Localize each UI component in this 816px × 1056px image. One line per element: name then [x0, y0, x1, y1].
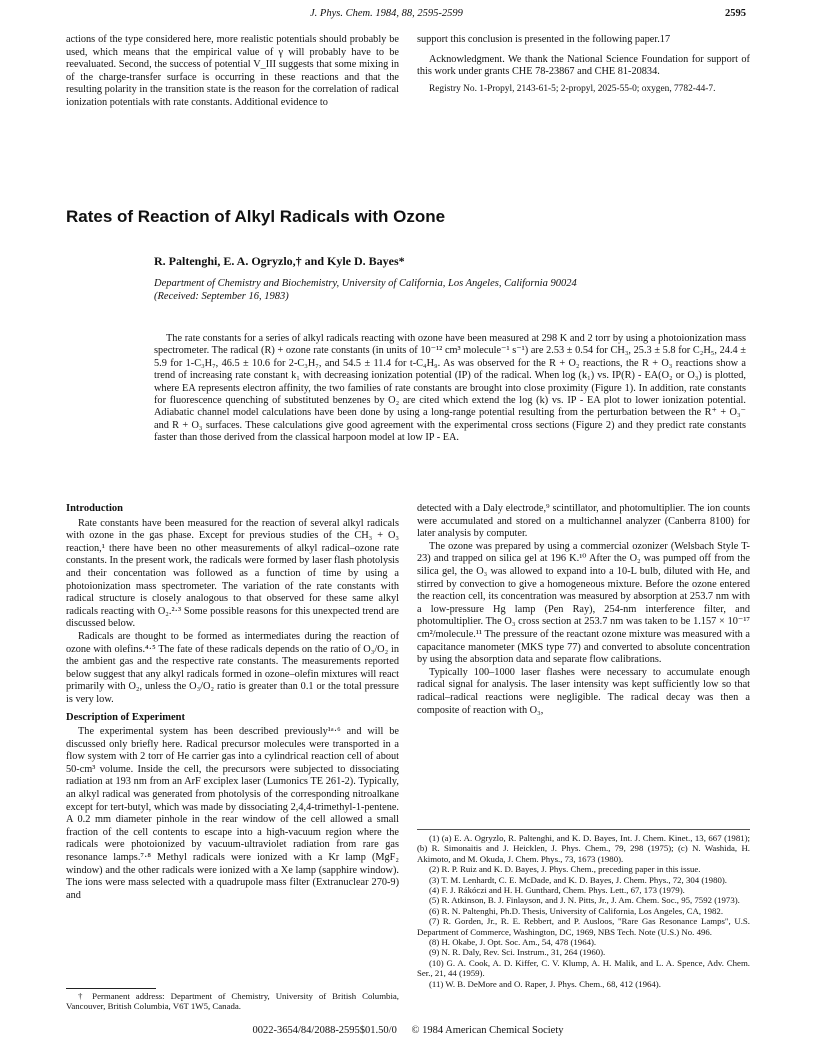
- running-header: [0, 6, 816, 24]
- abstract-text: The rate constants for a series of alkyl radicals reacting with ozone have been measured at 298 K and 2 torr by using a photoionization mass spectrometer. The radical (R) + ozone rate constants (in units of 10⁻¹² cm³ molecule⁻¹ s⁻¹) are 2.53 ± 0.54 for CH₃, 25.3 ± 5.8 for C₂H₅, 24.4 ± 5.9 for 1-C₃H₇, 46.5 ± 10.6 for 2-C₃H₇, and 54.5 ± 11.4 for t-C₄H₉. As was observed for the R + O₂ reactions, the R + O₃ reactions show a trend of increasing rate constant k₁ with decreasing ionization potential (IP) of the radical. When log (k₁) vs. IP(R) - EA(O₂ or O₃) is plotted, where EA represents electron affinity, the two families of rate constants are brought into close proximity (Figure 1). In addition, rate constants for fluorescence quenching of substituted benzenes by O₂ are cited which extend the log (k) vs. IP - EA plot to lower ionization potential. Adiabatic channel model calculations have been done by using a long-range potential resulting from the perturbation between the R⁺ + O₃⁻ and R + O₃ surfaces. These calculations give good agreement with the experimental cross sections (Figure 2) and they predict rate constants faster than those derived from the classical harpoon model at low IP - EA.: [154, 333, 746, 444]
- article-code: 0022-3654/84/2088-2595$01.50/0: [252, 1025, 397, 1036]
- previous-article-continuation: [66, 34, 399, 110]
- reference-item: (3) T. M. Lenhardt, C. E. McDade, and K. D. Bayes, J. Chem. Phys., 72, 304 (1980).: [429, 874, 727, 885]
- references-rule: [417, 829, 750, 830]
- received-date: (Received: September 16, 1983): [154, 291, 289, 302]
- paragraph: Radicals are thought to be formed as intermediates during the reaction of ozone with olefins.⁴·⁵ The fate of these radicals depends on the ratio of O₃/O₂ in the ambient gas and the respective rate constants. The measurements reported below suggest that any alkyl radicals formed in ozone–olefin mixtures will react primarily with O₂, unless the O₃/O₂ ratio is greater than 0.1 or the total pressure is very low.: [66, 630, 399, 705]
- copyright-notice: © 1984 American Chemical Society: [411, 1025, 564, 1036]
- paragraph: Typically 100–1000 laser flashes were necessary to accumulate enough radical signal for analysis. The laser intensity was kept sufficiently low so that radical–radical reactions were negligible. The radical decay was then a composite of reaction with O₃,: [417, 666, 750, 716]
- acknowledgment: Acknowledgment. We thank the National Science Foundation for support of this work under grants CHE 78-23867 and CHE 81-20834.: [417, 53, 750, 78]
- reference-item: (2) R. P. Ruiz and K. D. Bayes, J. Phys. Chem., preceding paper in this issue.: [429, 864, 701, 875]
- page-footer: [0, 1025, 816, 1036]
- section-heading-experiment: Description of Experiment: [66, 711, 185, 723]
- affiliation: [154, 277, 744, 303]
- article-title: Rates of Reaction of Alkyl Radicals with Ozone: [66, 207, 446, 226]
- footnote-rule: [66, 988, 156, 989]
- paragraph: The ozone was prepared by using a commercial ozonizer (Welsbach Style T-23) and trapped on silica gel at 196 K.¹⁰ After the O₂ was pumped off from the silica gel, the O₃ was allowed to expand into a 10-L bulb, diluted with He, and stirred by convection to give a homogeneous mixture. Before the ozone entered the reaction cell, its concentration was measured by absorption at 253.7 nm with a low-pressure Hg lamp (Pen Ray), 254-nm interference filter, and photomultiplier. The O₃ cross section at 253.7 nm was taken to be 1.157 × 10⁻¹⁷ cm²/molecule.¹¹ The pressure of the reactant ozone mixture was measured with a capacitance manometer (MKS type 77) and converted to absolute concentration by using the absorption data and separate flow calibrations.: [417, 540, 750, 666]
- reference-item: (9) N. R. Daly, Rev. Sci. Instrum., 31, 264 (1960).: [429, 947, 606, 958]
- reference-item: (1) (a) E. A. Ogryzlo, R. Paltenghi, and K. D. Bayes, Int. J. Chem. Kinet., 13, 667 (1981); (b) R. Simonaitis and J. Heicklen, J. Phys. Chem., 79, 298 (1975); (c) N. Washida, H. Akimoto, and M. Okuda, J. Chem. Phys., 73, 1673 (1980).: [417, 833, 750, 864]
- author-footnote: [66, 991, 399, 1012]
- reference-item: (10) G. A. Cook, A. D. Kiffer, C. V. Klump, A. H. Malik, and L. A. Spence, Adv. Chem. Ser., 21, 44 (1959).: [417, 957, 750, 979]
- reference-item: (5) R. Atkinson, B. J. Finlayson, and J. N. Pitts, Jr., J. Am. Chem. Soc., 95, 7592 (1973).: [429, 895, 740, 906]
- footnote-text: † Permanent address: Department of Chemistry, University of British Columbia, Vancouver, British Columbia, V6T 1W5, Canada.: [66, 991, 399, 1012]
- section-heading-introduction: Introduction: [66, 503, 123, 514]
- paragraph: Rate constants have been measured for the reaction of several alkyl radicals with ozone in the gas phase. Except for previous studies of the CH₃ + O₃ reaction,¹ there have been no other measurements of alkyl radical–ozone rate constants. In the present work, the radicals were formed by laser flash photolysis and their concentation was followed as a function of time by using a photoionization mass spectrometer. The variation of the rate constants with radical structure is closely analogous to that observed for these same alkyl radicals reacting with O₂.²·³ Some possible reasons for this unexpected trend are discussed below.: [66, 517, 399, 630]
- paragraph: detected with a Daly electrode,⁹ scintillator, and photomultiplier. The ion counts were accumulated and stored on a multichannel analyzer (Canberra 8100) for later analysis by computer.: [417, 503, 750, 540]
- article-authors: R. Paltenghi, E. A. Ogryzlo,† and Kyle D. Bayes*: [154, 254, 405, 268]
- reference-item: (4) F. J. Rákóczi and H. H. Gunthard, Chem. Phys. Lett., 67, 173 (1979).: [429, 885, 685, 896]
- references-list: [417, 833, 750, 989]
- page-number: 2595: [725, 8, 746, 19]
- reference-item: (8) H. Okabe, J. Opt. Soc. Am., 54, 478 (1964).: [429, 937, 597, 948]
- reference-item: (7) R. Gorden, Jr., R. E. Rebbert, and P. Ausloos, "Rare Gas Resonance Lamps", U.S. Department of Commerce, Washington, DC, 1969, NBS Tech. Note (U.S.) No. 496.: [417, 916, 750, 937]
- registry-numbers: Registry No. 1-Propyl, 2143-61-5; 2-propyl, 2025-55-0; oxygen, 7782-44-7.: [429, 83, 716, 94]
- previous-article-end: [417, 34, 750, 95]
- continuation-text: support this conclusion is presented in the following paper.17: [417, 34, 671, 45]
- continuation-paragraph: actions of the type considered here, more realistic potentials should probably be used, which means that the empirical value of γ will probably have to be reevaluated. Second, the success of potential V_III suggests that some mixing in of the charge-transfer surface is occurring in these reactions and that the resulting polarity in the transition state is the reason for the correlation of radical ionization potentials with rate constants. Additional evidence to: [66, 34, 399, 108]
- reference-item: (11) W. B. DeMore and O. Raper, J. Phys. Chem., 68, 412 (1964).: [429, 978, 661, 989]
- reference-item: (6) R. N. Paltenghi, Ph.D. Thesis, University of California, Los Angeles, CA, 1982.: [429, 905, 724, 916]
- left-column: [66, 503, 399, 902]
- paragraph: The experimental system has been described previously¹ᵃ·⁶ and will be discussed only briefly here. Radical precursor molecules were transported in a flow system with 2 torr of He carrier gas into a cylindrical reaction cell of about 50-cm³ volume. Inside the cell, the precursors were subjected to dissociating radiation at 193 nm from an ArF exciplex laser (Lumonics TE 261-2). Typically, an alkyl radical was generated from photolysis of the corresponding nitroalkane except for tert-butyl, which was made by dissociating 2,4,4-trimethyl-1-pentene. A 0.2 mm diameter pinhole in the rear window of the cell allowed a small fraction of the cell contents to escape into a high-vacuum region where the radicals were photoionized by vacuum-ultraviolet radiation from rare gas resonance lamps.⁷·⁸ Methyl radicals were ionized with a Kr lamp (MgF₂ window) and the other radicals were ionized with a Xe lamp (sapphire window). The ions were mass selected with a quadrupole mass filter (Extranuclear 270-9) and: [66, 726, 399, 901]
- journal-citation: J. Phys. Chem. 1984, 88, 2595-2599: [310, 8, 463, 19]
- right-column: [417, 503, 750, 717]
- abstract: [154, 333, 746, 445]
- affiliation-text: Department of Chemistry and Biochemistry, University of California, Los Angeles, California 90024: [154, 278, 577, 289]
